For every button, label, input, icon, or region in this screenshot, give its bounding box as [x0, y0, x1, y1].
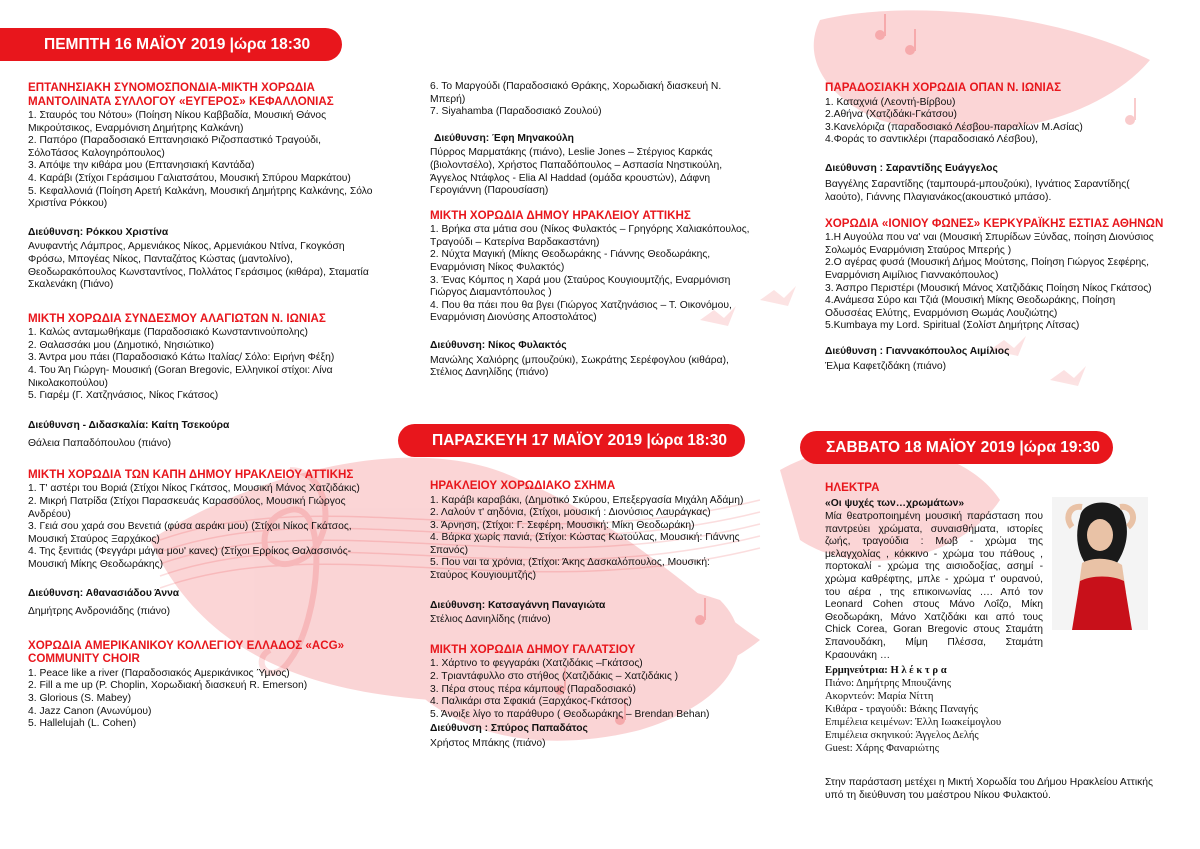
list-item: 6. Το Μαργούδι (Παραδοσιακό Θράκης, Χορωδιακή διασκευή Ν. Μπερή) — [430, 81, 722, 105]
section-title: ΗΡΑΚΛΕΙΟΥ ΧΟΡΩΔΙΑΚΟ ΣΧΗΜΑ — [430, 479, 616, 492]
section-title: ΧΟΡΩΔΙΑ «ΙΟΝΙΟΥ ΦΩΝΕΣ» ΚΕΡΚΥΡΑΪΚΗΣ ΕΣΤΙΑΣ ΑΘΗΝΩΝ — [825, 216, 1164, 230]
list-item: 4. Παλικάρι στα Σφακιά (Ξαρχάκος-Γκάτσος) — [430, 696, 632, 708]
list-item: 4. Που θα πάει που θα βγει (Γιώργος Χατζηνάσιος – Τ. Οικονόμου, Εναρμόνιση Διονύσης Αποστολάτος) — [430, 299, 732, 324]
list-item: 1. Peace like a river (Παραδοσιακός Αμερικάνικος Ύμνος) — [28, 667, 290, 679]
list-item: 3. Άρνηση, (Στίχοι: Γ. Σεφέρη, Μουσική: Μίκη Θεοδωράκη) — [430, 519, 695, 531]
song-list — [430, 658, 750, 721]
conductor: Διεύθυνση: Νίκος Φυλακτός — [430, 340, 567, 351]
section-title: ΕΠΤΑΝΗΣΙΑΚΗ ΣΥΝΟΜΟΣΠΟΝΔΙΑ-ΜΙΚΤΗ ΧΟΡΩΔΙΑ ΜΑΝΤΟΛΙΝΑΤΑ ΣΥΛΛΟΓΟΥ «ΕΥΓΕΡΟΣ» ΚΕΦΑΛΛΟΝΙΑΣ — [28, 81, 334, 108]
list-item: 2. Νύχτα Μαγική (Μίκης Θεοδωράκης - Γιάννης Θεοδωράκης, Εναρμόνιση Νίκος Φυλακτός) — [430, 249, 711, 274]
list-item: 2.Αθήνα (Χατζιδάκι-Γκάτσου) — [825, 109, 957, 121]
song-list — [28, 327, 373, 403]
list-item: 2. Παπόρο (Παραδοσιακό Επτανησιακό Ριζοσπαστικό Τραγούδι, ΣόλοΤάσος Καλογηρόπουλος) — [28, 135, 321, 159]
list-item: 3. Ένας Κόμπος η Χαρά μου (Σταύρος Κουγιουμτζής, Εναρμόνιση Γιώργος Διαμαντόπουλος ) — [430, 274, 731, 299]
conductor: Διεύθυνση : Σπύρος Παπαδάτος — [430, 723, 588, 735]
song-list — [430, 81, 750, 119]
musicians: Θάλεια Παπαδόπουλου (πιάνο) — [28, 438, 172, 450]
credit-item: Επιμέλεια κειμένων: Έλλη Ιωακείμογλου — [825, 717, 1002, 729]
column-thursday — [28, 81, 373, 731]
bird-silhouette — [760, 286, 796, 306]
list-item: 5. Hallelujah (L. Cohen) — [28, 718, 137, 730]
list-item: 1. Καλώς ανταμωθήκαμε (Παραδοσιακό Κωνσταντινούπολης) — [28, 327, 308, 339]
song-list — [430, 224, 750, 325]
list-item: 3. Γειά σου χαρά σου Βενετιά (φύσα αεράκι μου) (Στίχοι Νίκος Γκάτσος, Μουσική Σταύρος Ξαρχάκος) — [28, 521, 352, 545]
column-right-top — [825, 81, 1165, 373]
musicians: Έλμα Καφετζιδάκη (πιάνο) — [825, 360, 946, 372]
musicians: Πύρρος Μαρματάκης (πιάνο), Leslie Jones – Στέργιος Καρκάς (βιολοντσέλο), Χρήστος Παπαδόπουλος – Ασπασία Νηστικούλη, Άγγελος Ντάφλος - Elia Al Haddad (ομάδα κρουστών), Δάφνη Γερογιάννη (Παρουσίαση) — [430, 147, 723, 197]
music-note — [905, 45, 915, 55]
show-description: Μία θεατροποιημένη μουσική παράσταση που παντρεύει χρώματα, συναισθήματα, ιστορίες ζωής, τραγούδια : Μωβ - χρώμα της μελαγχολίας , κόκκινο - χρώμα του πάθους , πορτοκαλί - χρώμα της αισιοδοξίας, ασημί - χρώμα καθρέφτης, μπλε - χρώμα τ' ουρανού, του αέρα , της επικοινωνίας …. Από τον Leonard Cohen στους Μάνο Λοΐζο, Μίκη Θεοδωράκη, Μάνο Χατζιδάκι και από τους Chick Corea, Goran Bregovic στους Σταμάτη Σπανουδάκη, Μίμη Πλέσσα, Σταμάτη Κραουνάκη … — [825, 511, 1043, 661]
list-item: 2. Μικρή Πατρίδα (Στίχοι Παρασκευάς Καρασούλος, Μουσική Γιώργος Ανδρέου) — [28, 496, 346, 520]
list-item: 1. Βρήκα στα μάτια σου (Νίκος Φυλακτός – Γρηγόρης Χαλιακόπουλος, Τραγούδι – Κατερίνα Βαρδακαστάνη) — [430, 224, 750, 248]
list-item: 2. Θαλασσάκι μου (Δημοτικό, Νησιώτικο) — [28, 339, 215, 351]
song-list — [430, 495, 750, 583]
list-item: 1. Καταχνιά (Λεοντή-Βίρβου) — [825, 96, 956, 108]
list-item: 4.Φοράς το σαντικλέρι (παραδοσιακό Λέσβου), — [825, 134, 1039, 146]
musicians: Μανώλης Χαλιόρης (μπουζούκι), Σωκράτης Σερέφογλου (κιθάρα), Στέλιος Δανηλίδης (πιάνο) — [430, 354, 729, 379]
list-item: 3. Glorious (S. Mabey) — [28, 693, 132, 704]
song-list — [28, 483, 373, 571]
list-item: 2.Ο αγέρας φυσά (Μουσική Δήμος Μούτσης, Ποίηση Γιώργος Σεφέρης, Εναρμόνιση Αιμίλιος Γιαννακόπουλος) — [825, 257, 1150, 281]
credit-item: Πιάνο: Δημήτρης Μπουζάνης — [825, 678, 952, 690]
list-item: 5. Που ναι τα χρόνια, (Στίχοι: Άκης Δασκαλόπουλος, Μουσική: Σταύρος Κουγιουμτζής) — [430, 557, 710, 582]
list-item: 2. Λαλούν τ' αηδόνια, (Στίχοι, μουσική : Διονύσιος Λαυράγκας) — [430, 507, 711, 519]
list-item: 3.Κανελόριζα (παραδοσιακό Λέσβου-παραλίων Μ.Ασίας) — [825, 121, 1083, 133]
section-title: ΧΟΡΩΔΙΑ ΑΜΕΡΙΚΑΝΙΚΟΥ ΚΟΛΛΕΓΙΟΥ ΕΛΛΑΔΟΣ «ACG» COMMUNITY CHOIR — [28, 638, 345, 666]
list-item: 3. Πέρα στους πέρα κάμπους (Παραδοσιακό) — [430, 683, 636, 695]
musicians: Στέλιος Δανιηλίδης (πιάνο) — [430, 614, 551, 626]
conductor: Διεύθυνση : Γιαννακόπουλος Αιμίλιος — [825, 345, 1010, 357]
banner-friday: ΠΑΡΑΣΚΕΥΗ 17 ΜΑΪΟΥ 2019 |ώρα 18:30 — [398, 424, 745, 457]
musicians: Δημήτρης Ανδρονιάδης (πιάνο) — [28, 606, 171, 618]
list-item: 5. Άνοιξε λίγο το παράθυρο ( Θεοδωράκης – Brendan Behan) — [430, 708, 710, 720]
list-item: 5. Γιαρέμ (Γ. Χατζηνάσιος, Νίκος Γκάτσος) — [28, 390, 219, 402]
list-item: 4. Καράβι (Στίχοι Γεράσιμου Γαλιατσάτου, Μουσική Σπύρου Μαρκάτου) — [28, 172, 351, 184]
list-item: 1.Η Αυγούλα που να' ναι (Μουσική Σπυρίδων Ξύνδας, ποίηση Διονύσιος Σολωμός Εναρμόνιση Σταύρος Μπερής ) — [825, 232, 1154, 256]
list-item: 5.Kumbaya my Lord. Spiritual (Σολίστ Δημήτρης Λίτσας) — [825, 320, 1080, 332]
credit-item: Guest: Χάρης Φαναριώτης — [825, 743, 939, 755]
conductor: Διεύθυνση : Σαραντίδης Ευάγγελος — [825, 162, 998, 174]
section-title: ΜΙΚΤΗ ΧΟΡΩΔΙΑ ΤΩΝ ΚΑΠΗ ΔΗΜΟΥ ΗΡΑΚΛΕΙΟΥ ΑΤΤΙΚΗΣ — [28, 467, 354, 481]
section-title: ΜΙΚΤΗ ΧΟΡΩΔΙΑ ΣΥΝΔΕΣΜΟΥ ΑΛΑΓΙΩΤΩΝ Ν. ΙΩΝΙΑΣ — [28, 311, 326, 325]
list-item: 1. Χάρτινο το φεγγαράκι (Χατζιδάκις –Γκάτσος) — [430, 658, 643, 670]
song-list — [825, 232, 1165, 333]
song-list — [28, 110, 373, 211]
credit-item: Κιθάρα - τραγούδι: Βάκης Παναγής — [825, 704, 978, 716]
list-item: 2. Fill a me up (P. Choplin, Χορωδιακή διασκευή R. Emerson) — [28, 680, 308, 692]
section-title: ΗΛΕΚΤΡΑ — [825, 481, 880, 494]
credit-item: Επιμέλεια σκηνικού: Άγγελος Δελής — [825, 730, 979, 742]
song-list — [28, 668, 373, 731]
section-title: ΜΙΚΤΗ ΧΟΡΩΔΙΑ ΔΗΜΟΥ ΗΡΑΚΛΕΙΟΥ ΑΤΤΙΚΗΣ — [430, 208, 691, 222]
list-item: 3. Άντρα μου πάει (Παραδοσιακό Κάτω Ιταλίας/ Σόλο: Ειρήνη Φέξη) — [28, 352, 335, 364]
conductor: Διεύθυνση - Διδασκαλία: Καίτη Τσεκούρα — [28, 419, 230, 431]
list-item: 4. Της ξενιτιάς (Φεγγάρι μάγια μου' κανες) (Στίχοι Ερρίκος Θαλασσινός-Μουσική Μίκης Θεοδωράκης) — [28, 546, 352, 571]
list-item: 2. Τριαντάφυλλο στο στήθος (Χατζιδάκις – Χατζιδάκις ) — [430, 670, 679, 682]
conductor: Διεύθυνση: Κατσαγάννη Παναγιώτα — [430, 599, 606, 611]
list-item: 1. Καράβι καραβάκι, (Δημοτικό Σκύρου, Επεξεργασία Μιχάλη Αδάμη) — [430, 494, 744, 506]
music-note — [875, 30, 885, 40]
section-title: ΜΙΚΤΗ ΧΟΡΩΔΙΑ ΔΗΜΟΥ ΓΑΛΑΤΣΙΟΥ — [430, 642, 636, 656]
list-item: 7. Siyahamba (Παραδοσιακό Ζουλού) — [430, 106, 602, 118]
list-item: 4. Jazz Canon (Ανωνύμου) — [28, 705, 152, 717]
list-item: 1. Σταυρός του Νότου» (Ποίηση Νίκου Καββαδία, Μουσική Θάνος Μικρούτσικος, Εναρμόνιση Δημήτρης Καλκάνη) — [28, 110, 327, 134]
conductor: Διεύθυνση: Έφη Μηνακούλη — [434, 132, 574, 144]
column-middle-top — [430, 81, 750, 380]
show-note: Στην παράσταση μετέχει η Μικτή Χορωδία του Δήμου Ηρακλείου Αττικής υπό τη διεύθυνση του μαέστρου Νίκου Φυλακτού. — [825, 777, 1154, 801]
musicians: Χρήστος Μπάκης (πιάνο) — [430, 737, 546, 749]
list-item: 3. Άσπρο Περιστέρι (Μουσική Μάνος Χατζιδάκις Ποίηση Νίκος Γκάτσος) — [825, 282, 1152, 294]
list-item: 1. Τ' αστέρι του Βοριά (Στίχοι Νίκος Γκάτσος, Μουσική Μάνος Χατζιδάκις) — [28, 483, 360, 495]
show-subtitle: «Οι ψυχές των…χρωμάτων» — [825, 497, 965, 509]
conductor: Διεύθυνση: Ρόκκου Χριστίνα — [28, 226, 169, 238]
performer: Ερμηνεύτρια: Η λ έ κ τ ρ α — [825, 665, 947, 677]
list-item: 5. Κεφαλλονιά (Ποίηση Αρετή Καλκάνη, Μουσική Δημήτρης Καλκάνης, Σόλο Χριστίνα Ρόκκου) — [28, 185, 373, 210]
performer-photo — [1052, 497, 1148, 630]
credit-item: Ακορντεόν: Μαρία Νίττη — [825, 691, 934, 703]
musicians: Ανυφαντής Λάμπρος, Αρμενιάκος Νίκος, Αρμενιάκου Ντίνα, Γκογκόση Φρόσω, Μπογέας Νίκος, Πανταζάτος Κώστας (μαντολίνο), Θεοδωρακόπουλος Κωνσταντίνος, Πολλάτος Γεράσιμος (κιθάρα), Σταματία Σκαλενάκη (Πιάνο) — [28, 241, 369, 291]
list-item: 3. Απόψε την κιθάρα μου (Επτανησιακή Καντάδα) — [28, 160, 255, 172]
section-title: ΠΑΡΑΔΟΣΙΑΚΗ ΧΟΡΩΔΙΑ ΟΠΑΝ Ν. ΙΩΝΙΑΣ — [825, 81, 1062, 94]
list-item: 4.Ανάμεσα Σύρο και Τζιά (Μουσική Μίκης Θεοδωράκης, Ποίηση Οδυσσέας Ελύτης, Εναρμόνιση Θωμάς Λουζιώτης) — [825, 295, 1116, 319]
banner-thursday: ΠΕΜΠΤΗ 16 ΜΑΪΟΥ 2019 |ώρα 18:30 — [0, 28, 342, 61]
list-item: 4. Του Άη Γιώργη- Μουσική (Goran Bregovic, Ελληνικοί στίχοι: Λίνα Νικολακοπούλου) — [28, 365, 333, 389]
musicians: Βαγγέλης Σαραντίδης (ταμπουρά-μπουζούκι), Ιγνάτιος Σαραντίδης( λαούτο), Γιάννης Πλαγιανάκος(ακουστικό μπάσο). — [825, 179, 1130, 204]
list-item: 4. Βάρκα χωρίς πανιά, (Στίχοι: Κώστας Κωτούλας, Μουσική: Γιάννης Σπανός) — [430, 532, 740, 556]
banner-saturday: ΣΑΒΒΑΤΟ 18 ΜΑΪΟΥ 2019 |ώρα 19:30 — [800, 431, 1113, 464]
conductor: Διεύθυνση: Αθανασιάδου Άννα — [28, 587, 180, 599]
column-friday — [430, 479, 750, 751]
song-list — [825, 97, 1165, 147]
